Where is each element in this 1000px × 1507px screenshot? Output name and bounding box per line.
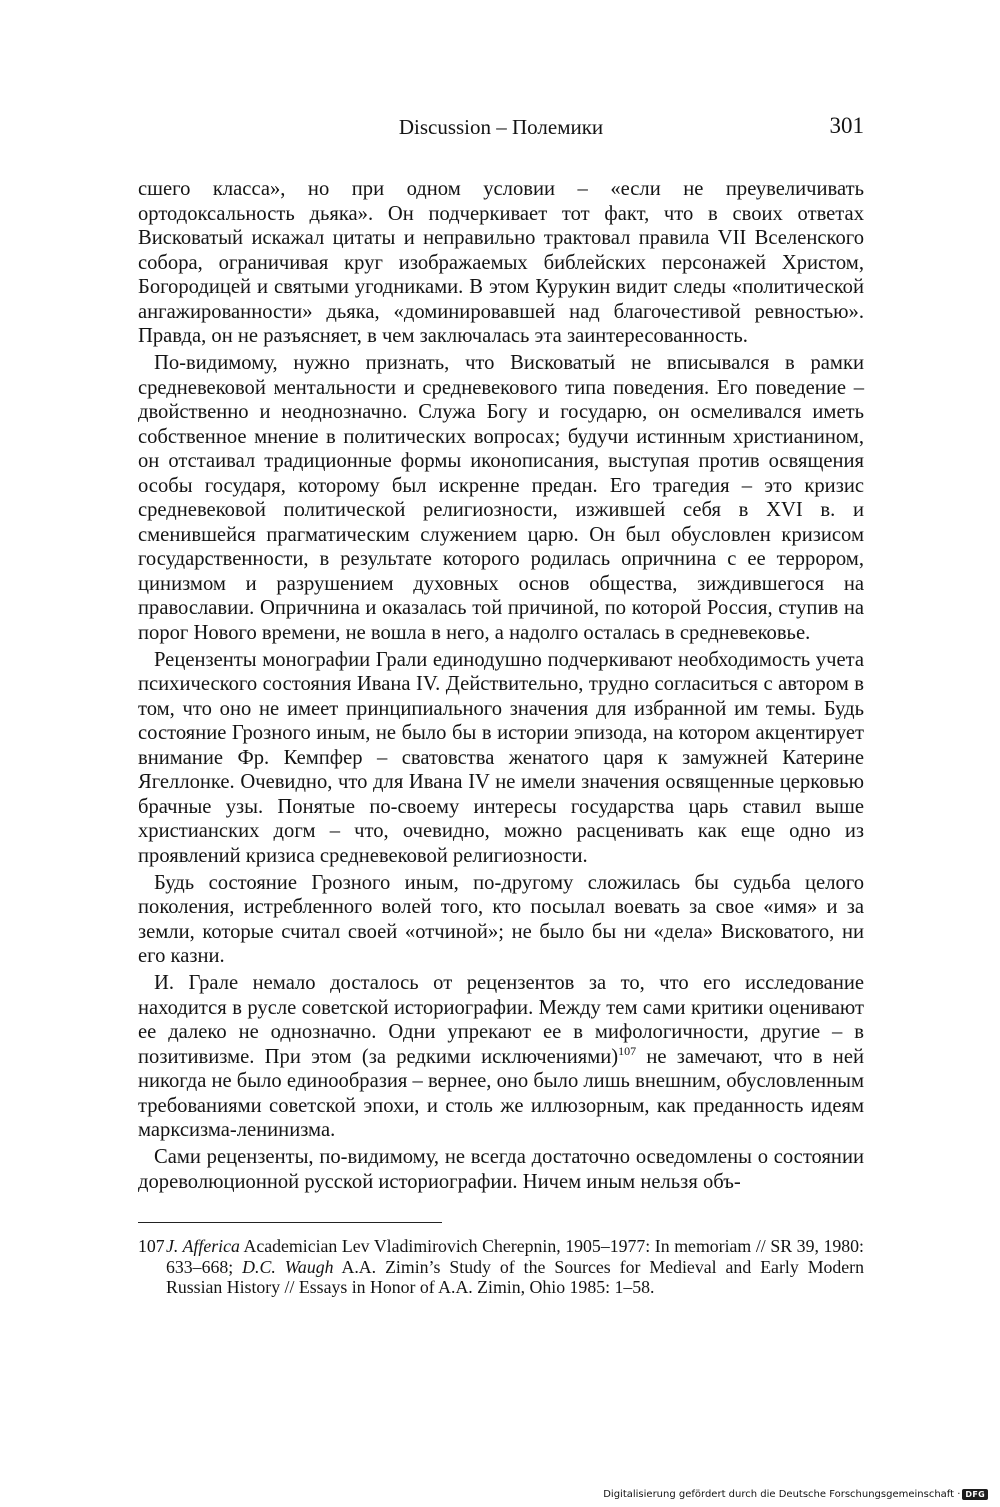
page-number: 301 [829, 113, 864, 138]
footnote-body [166, 1236, 864, 1298]
paragraph-3: Рецензенты монографии Грали единодушно подчеркивают необходимость учета психического состояния Ивана IV. Действительно, трудно согласиться с автором в том, что оно не имеет принципиального значения для избранной им темы. Будь состояние Грозного иным, не было бы в истории эпизода, на котором акцентирует внимание Фр. Кемпфер – сватовства женатого царя к замужней Катерине Ягеллонке. Очевидно, что для Ивана IV не имели значения освященные церковью брачные узы. Понятые по-своему интересы государства царь ставил выше христианских догм – что, очевидно, можно расценивать как еще одно из проявлений кризиса средневековой религиозности. [138, 648, 864, 867]
footnote [138, 1236, 864, 1298]
footnote-author-1: J. Afferica [166, 1236, 240, 1256]
paragraph-1: сшего класса», но при одном условии – «если не преувеличивать ортодоксальность дьяка». Он подчеркивает тот факт, что в своих ответах Висковатый искажал цитаты и неправильно трактовал правила VII Вселенского собора, ограничивая круг изображаемых библейских персонажей Христом, Богородицей и святыми угодниками. В этом Курукин видит следы «политической ангажированности» дьяка, «доминировавшей над благочестивой ревностью». Правда, он не разъясняет, в чем заключалась эта заинтересованность. [138, 178, 864, 347]
footnote-author-2: D.C. Waugh [242, 1256, 334, 1277]
paragraph-4: Будь состояние Грозного иным, по-другому сложилась бы судьба целого поколения, истребленного волей того, кто посылал воевать за свое «имя» и за земли, которые считал своей «отчиной»; не было бы ни «дела» Висковатого, ни его казни. [138, 871, 864, 967]
running-title: Discussion – Полемики [398, 115, 604, 139]
running-head [138, 114, 864, 144]
paragraph-5-before: И. Грале немало досталось от рецензентов за то, что его исследование находится в русле советской историографии. Между тем сами критики оценивают ее далеко не однозначно. Одни упрекают ее в мифологичности, другие – в позитивизме. При этом (за редкими исключениями) [138, 972, 864, 1068]
paragraph-5-after: не замечают, что в ней никогда не было единообразия – вернее, оно было лишь внешним, обусловленным требованиями советской эпохи, и столь же иллюзорным, как преданность идеям марксизма-ленинизма. [138, 1045, 864, 1141]
digitization-credit [603, 1489, 988, 1500]
paragraph-5 [138, 971, 864, 1143]
footnote-separator [138, 1222, 442, 1223]
footnote-text-2: A.A. Zimin’s Study of the Sources for Medieval and Early Modern Russian History // Essays in Honor of A.A. Zimin, Ohio 1985: 1–58. [166, 1256, 864, 1297]
paragraph-2: По-видимому, нужно признать, что Висковатый не вписывался в рамки средневековой ментальности и средневекового типа поведения. Его поведение – двойственно и неоднозначно. Служа Богу и государю, он осмеливался иметь собственное мнение в политических вопросах; будучи истинным христианином, он отстаивал традиционные формы иконописания, выступая против освящения особы государя, которому был искренне предан. Его трагедия – это кризис средневековой политической религиозности, изжившей себя в XVI в. и сменившейся прагматическим служением царю. Он был обусловлен кризисом государственности, в результате которого родилась опричнина с ее террором, цинизмом и разрушением духовных основ общества, зиждившегося на православии. Опричнина и оказалась той причиной, по которой Россия, ступив на порог Нового времени, не вошла в него, а надолго осталась в средневековье. [138, 352, 864, 644]
dfg-logo: DFG [962, 1489, 988, 1500]
paragraph-6: Сами рецензенты, по-видимому, не всегда достаточно осведомлены о состоянии дореволюционной русской историографии. Ничем иным нельзя объ- [138, 1146, 864, 1193]
footnote-number: 107 [138, 1236, 165, 1256]
credit-text: Digitalisierung gefördert durch die Deutsche Forschungsgemeinschaft · [603, 1489, 961, 1500]
footnote-reference[interactable]: 107 [618, 1043, 637, 1058]
body-text [138, 177, 864, 1197]
footnote-text-1: Academician Lev Vladimirovich Cherepnin, 1905–1977: In memoriam // SR 39, 1980: 633–668; [166, 1236, 865, 1277]
